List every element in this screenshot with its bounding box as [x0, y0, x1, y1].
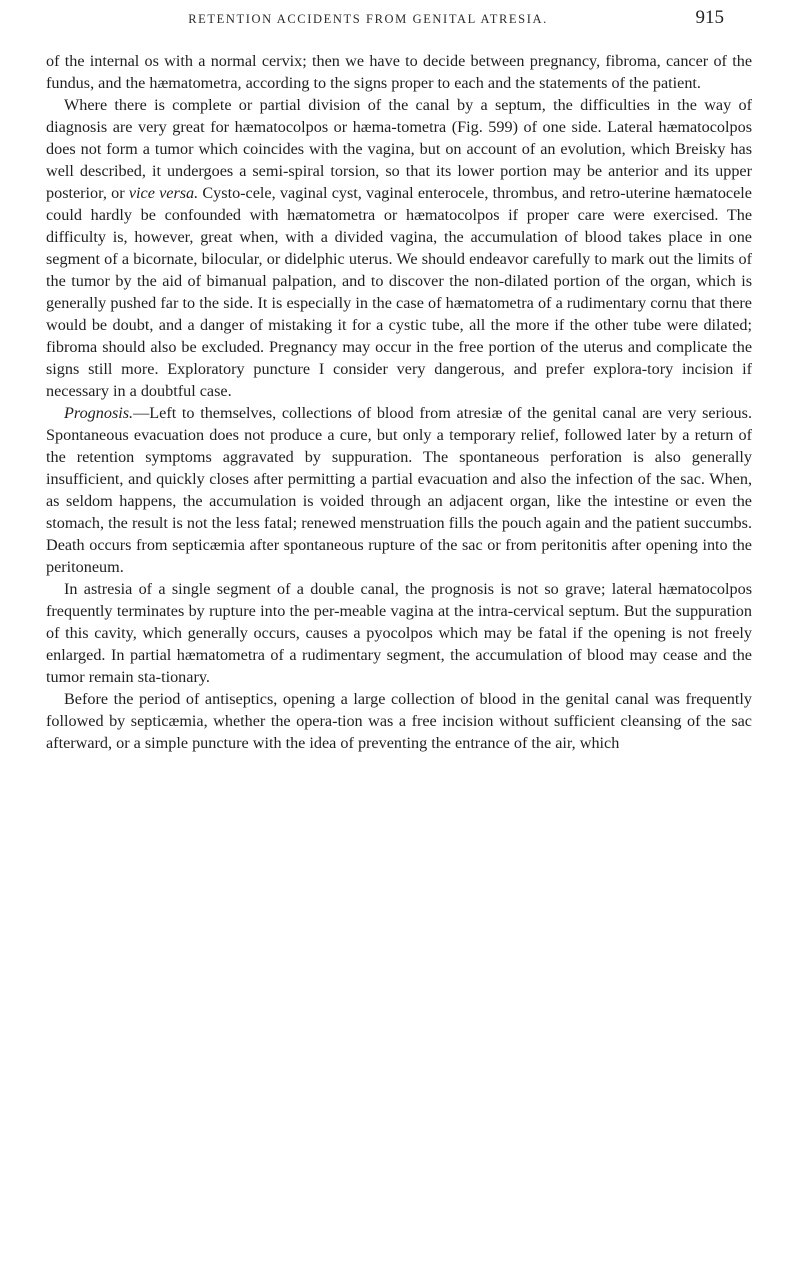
paragraph-continuation	[46, 50, 752, 94]
text-run: In astresia of a single segment of a double canal, the prognosis is not so grave; lateral hæmatocolpos frequently terminates by rupture into the per-meable vagina at the intra-cervical septum. But the suppuration of this cavity, which generally occurs, causes a pyocolpos which may be fatal if the opening is not freely enlarged. In partial hæmatometra of a rudimentary segment, the accumulation of blood may cease and the tumor remain sta-tionary.	[46, 580, 752, 686]
page-number: 915	[695, 7, 724, 28]
running-head	[46, 0, 760, 50]
section-heading-prognosis: Prognosis.	[64, 404, 134, 422]
text-run: Before the period of antiseptics, opening a large collection of blood in the genital canal was frequently followed by septicæmia, whether the opera-tion was a free incision without sufficient cleansing of the sac afterward, or a simple puncture with the idea of preventing the entrance of the air, which	[46, 690, 752, 752]
paragraph-prognosis	[46, 402, 752, 578]
running-title: RETENTION ACCIDENTS FROM GENITAL ATRESIA.	[188, 12, 548, 26]
text-run: Where there is complete or partial division of the canal by a septum, the difficulties in the way of diagnosis are very great for hæmatocolpos or hæma-tometra (Fig. 599) of one side. Lateral hæmatocolpos does not form a tumor which coincides with the vagina, but on account of an evolution, which Breisky has well described, it undergoes a semi-spiral torsion, so that its lower portion may be anterior and its upper posterior, or	[46, 96, 752, 202]
italic-phrase: vice versa.	[128, 184, 199, 202]
text-run: —Left to themselves, collections of blood from atresiæ of the genital canal are very serious. Spontaneous evacuation does not produce a cure, but only a temporary relief, followed later by a return of the retention symptoms aggravated by suppuration. The spontaneous perforation is also generally insufficient, and quickly closes after permitting a partial evacuation and also the infection of the sac. When, as seldom happens, the accumulation is voided through an adjacent organ, like the intestine or even the stomach, the result is not the less fatal; renewed menstruation fills the pouch again and the patient succumbs. Death occurs from septicæmia after spontaneous rupture of the sac or from peritonitis after opening into the peritoneum.	[46, 404, 752, 576]
paragraph-antiseptics	[46, 688, 752, 754]
body-text	[46, 50, 752, 754]
text-run: Cysto-cele, vaginal cyst, vaginal enterocele, thrombus, and retro-uterine hæmatocele could hardly be confounded with hæmatometra or hæmatocolpos if proper care were exercised. The difficulty is, however, great when, with a divided vagina, the accumulation of blood takes place in one segment of a bicornate, bilocular, or didelphic uterus. We should endeavor carefully to mark out the limits of the tumor by the aid of bimanual palpation, and to discover the non-dilated portion of the organ, which is generally pushed far to the side. It is especially in the case of hæmatometra of a rudimentary cornu that there would be doubt, and a danger of mistaking it for a cystic tube, all the more if the other tube were dilated; fibroma should also be excluded. Pregnancy may occur in the free portion of the uterus and complicate the signs still more. Exploratory puncture I consider very dangerous, and prefer explora-tory incision if necessary in a doubtful case.	[46, 184, 752, 400]
paragraph-septum-diagnosis	[46, 94, 752, 402]
paragraph-single-segment	[46, 578, 752, 688]
text-run: of the internal os with a normal cervix; then we have to decide between pregnancy, fibroma, cancer of the fundus, and the hæmatometra, according to the signs proper to each and the statements of the patient.	[46, 52, 752, 92]
